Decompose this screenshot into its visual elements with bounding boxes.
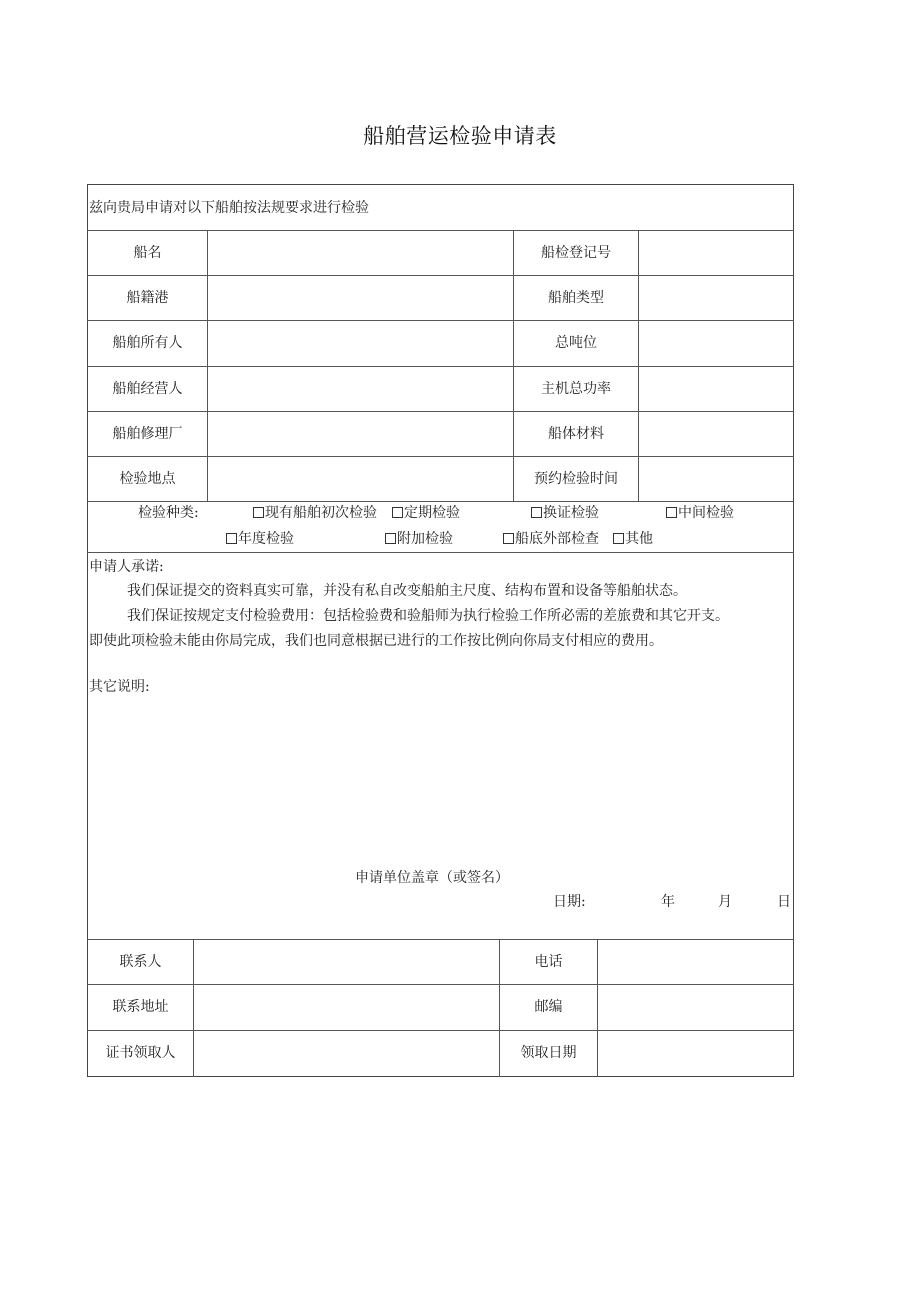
intro-text: 兹向贵局申请对以下船舶按法规要求进行检验 xyxy=(89,200,369,216)
option-renewal-inspection[interactable]: 换证检验 xyxy=(531,504,599,522)
certificate-recipient-field[interactable] xyxy=(194,1031,499,1076)
registration-number-field[interactable] xyxy=(639,231,793,275)
checkbox[interactable] xyxy=(666,507,677,518)
ship-type-label: 船舶类型 xyxy=(548,290,604,306)
divider xyxy=(87,552,794,553)
commitment-line-3: 即使此项检验未能由你局完成，我们也同意根据已进行的工作按比例向你局支付相应的费用。 xyxy=(89,633,663,649)
registration-number-label: 船检登记号 xyxy=(541,245,611,261)
divider xyxy=(87,501,794,502)
ship-name-label: 船名 xyxy=(133,245,162,261)
certificate-recipient-label: 证书领取人 xyxy=(105,1045,176,1061)
phone-field[interactable] xyxy=(598,940,793,984)
repair-yard-label: 船舶修理厂 xyxy=(112,426,183,442)
option-annual-inspection[interactable]: 年度检验 xyxy=(226,530,294,548)
postcode-label: 邮编 xyxy=(534,999,563,1015)
ship-type-field[interactable] xyxy=(639,276,793,320)
option-periodic-inspection[interactable]: 定期检验 xyxy=(392,504,460,522)
checkbox[interactable] xyxy=(613,533,624,544)
checkbox[interactable] xyxy=(392,507,403,518)
ship-owner-label: 船舶所有人 xyxy=(112,335,183,351)
seal-label: 申请单位盖章（或签名） xyxy=(355,870,509,886)
option-intermediate-inspection[interactable]: 中间检验 xyxy=(666,504,734,522)
contact-person-label: 联系人 xyxy=(119,954,162,970)
hull-material-field[interactable] xyxy=(639,412,793,456)
option-bottom-inspection[interactable]: 船底外部检查 xyxy=(503,530,599,548)
appointment-time-field[interactable] xyxy=(639,457,793,501)
inspection-type-label: 检验种类: xyxy=(138,505,199,521)
ship-operator-field[interactable] xyxy=(208,367,513,411)
contact-person-field[interactable] xyxy=(194,940,499,984)
commitment-heading: 申请人承诺: xyxy=(89,559,164,575)
inspection-place-label: 检验地点 xyxy=(119,471,176,487)
date-label: 日期: xyxy=(553,894,586,910)
collection-date-label: 领取日期 xyxy=(520,1045,577,1061)
phone-label: 电话 xyxy=(534,954,563,970)
other-notes-field[interactable] xyxy=(89,700,789,860)
option-initial-inspection[interactable]: 现有船舶初次检验 xyxy=(253,504,377,522)
checkbox[interactable] xyxy=(253,507,264,518)
commitment-line-2: 我们保证按规定支付检验费用：包括检验费和验船师为执行检验工作所必需的差旅费和其它开支。 xyxy=(127,608,729,624)
month-label: 月 xyxy=(718,894,732,910)
commitment-line-1: 我们保证提交的资料真实可靠，并没有私自改变船舶主尺度、结构布置和设备等船舶状态。 xyxy=(127,583,687,599)
document-title: 船舶营运检验申请表 xyxy=(363,124,557,148)
year-label: 年 xyxy=(661,894,675,910)
divider xyxy=(513,230,514,501)
ship-name-field[interactable] xyxy=(208,231,513,275)
ship-operator-label: 船舶经营人 xyxy=(112,381,183,397)
postcode-field[interactable] xyxy=(598,985,793,1030)
checkbox[interactable] xyxy=(385,533,396,544)
checkbox[interactable] xyxy=(226,533,237,544)
appointment-time-label: 预约检验时间 xyxy=(534,471,618,487)
option-other[interactable]: 其他 xyxy=(613,530,653,548)
repair-yard-field[interactable] xyxy=(208,412,513,456)
collection-date-field[interactable] xyxy=(598,1031,793,1076)
gross-tonnage-field[interactable] xyxy=(639,321,793,366)
contact-address-field[interactable] xyxy=(194,985,499,1030)
checkbox[interactable] xyxy=(503,533,514,544)
day-label: 日 xyxy=(777,894,791,910)
contact-address-label: 联系地址 xyxy=(112,999,169,1015)
engine-power-field[interactable] xyxy=(639,367,793,411)
engine-power-label: 主机总功率 xyxy=(541,381,611,397)
gross-tonnage-label: 总吨位 xyxy=(555,335,597,351)
other-notes-label: 其它说明: xyxy=(89,679,150,695)
ship-owner-field[interactable] xyxy=(208,321,513,366)
port-of-registry-label: 船籍港 xyxy=(126,290,169,306)
port-of-registry-field[interactable] xyxy=(208,276,513,320)
checkbox[interactable] xyxy=(531,507,542,518)
inspection-place-field[interactable] xyxy=(208,457,513,501)
option-additional-inspection[interactable]: 附加检验 xyxy=(385,530,453,548)
hull-material-label: 船体材料 xyxy=(548,426,604,442)
